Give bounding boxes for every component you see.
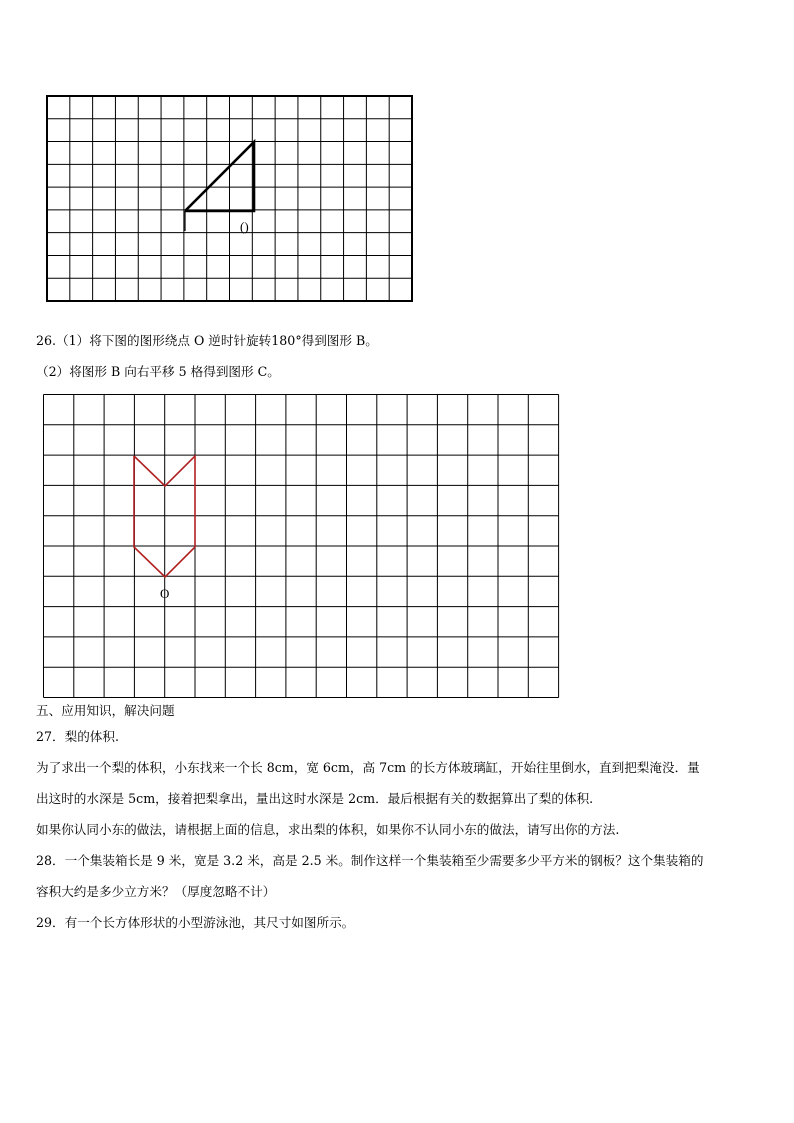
grid-2-point-label: O — [160, 586, 170, 601]
grid-2-svg — [43, 394, 561, 699]
q27-title: 27．梨的体积. — [36, 729, 119, 744]
q28-paragraph-1: 28．一个集装箱长是 9 米，宽是 3.2 米，高是 2.5 米。制作这样一个集装箱至少需要多少平方米的钢板？这个集装箱的 — [36, 853, 704, 868]
q28-paragraph-2: 容积大约是多少立方米？（厚度忽略不计） — [36, 884, 276, 899]
grid-1-svg — [46, 95, 414, 303]
q29-paragraph-1: 29．有一个长方体形状的小型游泳池，其尺寸如图所示。 — [36, 915, 355, 930]
q27-paragraph-3: 如果你认同小东的做法，请根据上面的信息，求出梨的体积，如果你不认同小东的做法，请写出你的方法. — [36, 822, 620, 837]
section-5-heading: 五、应用知识，解决问题 — [36, 703, 175, 718]
grid-1 — [46, 95, 414, 303]
q26-line-2: （2）将图形 B 向右平移 5 格得到图形 C。 — [36, 364, 280, 379]
grid-1-point-label: () — [240, 219, 249, 234]
q27-paragraph-2: 出这时的水深是 5cm，接着把梨拿出，量出这时水深是 2cm．最后根据有关的数据算出了梨的体积. — [36, 791, 594, 806]
q26-line-1: 26.（1）将下图的图形绕点 O 逆时针旋转180°得到图形 B。 — [36, 333, 378, 348]
grid-2 — [43, 394, 561, 699]
q27-paragraph-1: 为了求出一个梨的体积，小东找来一个长 8cm，宽 6cm，高 7cm 的长方体玻璃缸，开始往里倒水，直到把梨淹没．量 — [36, 760, 700, 775]
triangle-figure — [185, 142, 254, 211]
